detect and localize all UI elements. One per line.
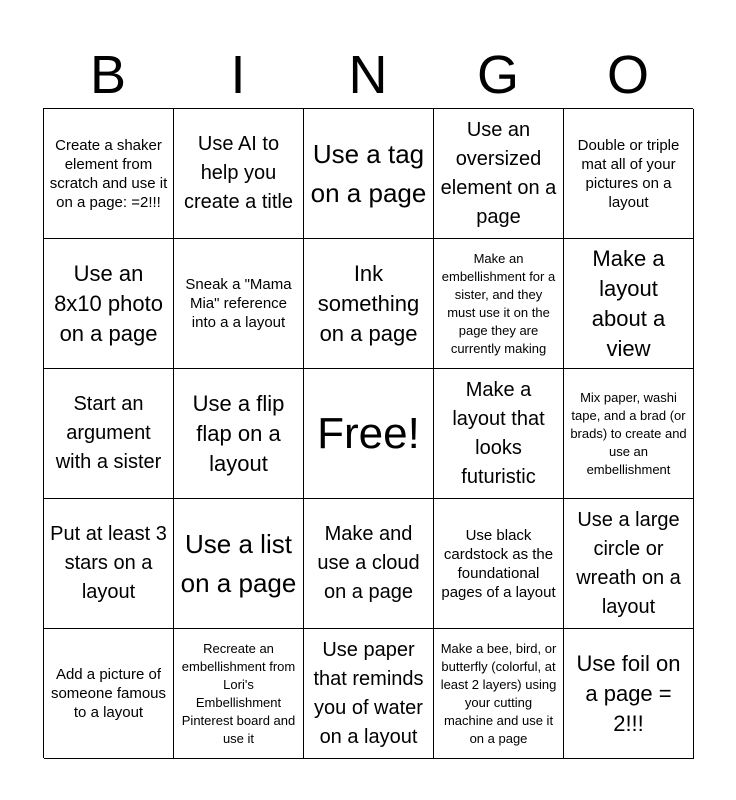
bingo-cell[interactable] bbox=[44, 239, 174, 369]
bingo-cell[interactable] bbox=[174, 109, 304, 239]
cell-text: Use a large circle or wreath on a layout bbox=[576, 508, 681, 618]
bingo-cell[interactable] bbox=[564, 629, 694, 759]
bingo-cell[interactable] bbox=[174, 239, 304, 369]
cell-text: Add a picture of someone famous to a layout bbox=[50, 666, 167, 721]
bingo-cell[interactable] bbox=[564, 239, 694, 369]
cell-text: Ink something on a page bbox=[317, 260, 420, 346]
cell-text: Use black cardstock as the foundational pages of a layout bbox=[441, 526, 556, 601]
cell-text: Start an argument with a sister bbox=[55, 393, 162, 473]
bingo-cell[interactable] bbox=[434, 629, 564, 759]
cell-text: Put at least 3 stars on a layout bbox=[50, 523, 167, 603]
cell-text: Use a list on a page bbox=[180, 528, 297, 598]
cell-text: Make a bee, bird, or butterfly (colorful, at least 2 layers) using your cutting machine and use it on a page bbox=[440, 640, 557, 746]
cell-text: Use a tag on a page bbox=[310, 138, 427, 208]
cell-text: Mix paper, washi tape, and a brad (or brads) to create and use an embellishment bbox=[570, 389, 687, 477]
bingo-cell[interactable] bbox=[174, 369, 304, 499]
header-letter-b: B bbox=[89, 45, 127, 105]
cell-text: Use an 8x10 photo on a page bbox=[54, 260, 163, 346]
bingo-cell[interactable] bbox=[304, 499, 434, 629]
free-space-text: Free! bbox=[317, 408, 420, 458]
bingo-cell[interactable] bbox=[304, 629, 434, 759]
cell-text: Use AI to help you create a title bbox=[184, 133, 293, 213]
bingo-cell[interactable] bbox=[564, 369, 694, 499]
cell-text: Make a layout about a view bbox=[591, 245, 666, 361]
bingo-cell[interactable] bbox=[174, 499, 304, 629]
header-letter-n: N bbox=[348, 45, 388, 105]
bingo-board bbox=[43, 108, 693, 758]
bingo-cell[interactable] bbox=[44, 629, 174, 759]
cell-text: Double or triple mat all of your pictures on a layout bbox=[577, 136, 680, 211]
bingo-cell[interactable] bbox=[44, 499, 174, 629]
cell-text: Make a layout that looks futuristic bbox=[452, 378, 545, 488]
cell-text: Make an embellishment for a sister, and they must use it on the page they are currently making bbox=[441, 250, 556, 356]
free-space[interactable] bbox=[304, 369, 434, 499]
bingo-cell[interactable] bbox=[304, 109, 434, 239]
cell-text: Sneak a "Mama Mia" reference into a a layout bbox=[185, 276, 292, 331]
bingo-cell[interactable] bbox=[44, 369, 174, 499]
bingo-cell[interactable] bbox=[304, 239, 434, 369]
cell-text: Use paper that reminds you of water on a layout bbox=[313, 638, 424, 748]
cell-text: Create a shaker element from scratch and use it on a page: =2!!! bbox=[49, 136, 168, 211]
bingo-cell[interactable] bbox=[564, 499, 694, 629]
cell-text: Use a flip flap on a layout bbox=[192, 390, 285, 476]
bingo-cell[interactable] bbox=[434, 239, 564, 369]
bingo-cell[interactable] bbox=[44, 109, 174, 239]
bingo-cell[interactable] bbox=[434, 109, 564, 239]
bingo-cell[interactable] bbox=[174, 629, 304, 759]
bingo-cell[interactable] bbox=[564, 109, 694, 239]
header-letter-o: O bbox=[606, 45, 649, 105]
bingo-cell[interactable] bbox=[434, 499, 564, 629]
header-letter-i: I bbox=[230, 45, 246, 105]
cell-text: Use an oversized element on a page bbox=[440, 118, 557, 228]
cell-text: Use foil on a page = 2!!! bbox=[576, 650, 681, 736]
bingo-cell[interactable] bbox=[434, 369, 564, 499]
cell-text: Make and use a cloud on a page bbox=[317, 523, 420, 603]
bingo-header bbox=[43, 44, 693, 106]
cell-text: Recreate an embellishment from Lori's Embellishment Pinterest board and use it bbox=[181, 640, 296, 746]
header-letter-g: G bbox=[476, 45, 519, 105]
